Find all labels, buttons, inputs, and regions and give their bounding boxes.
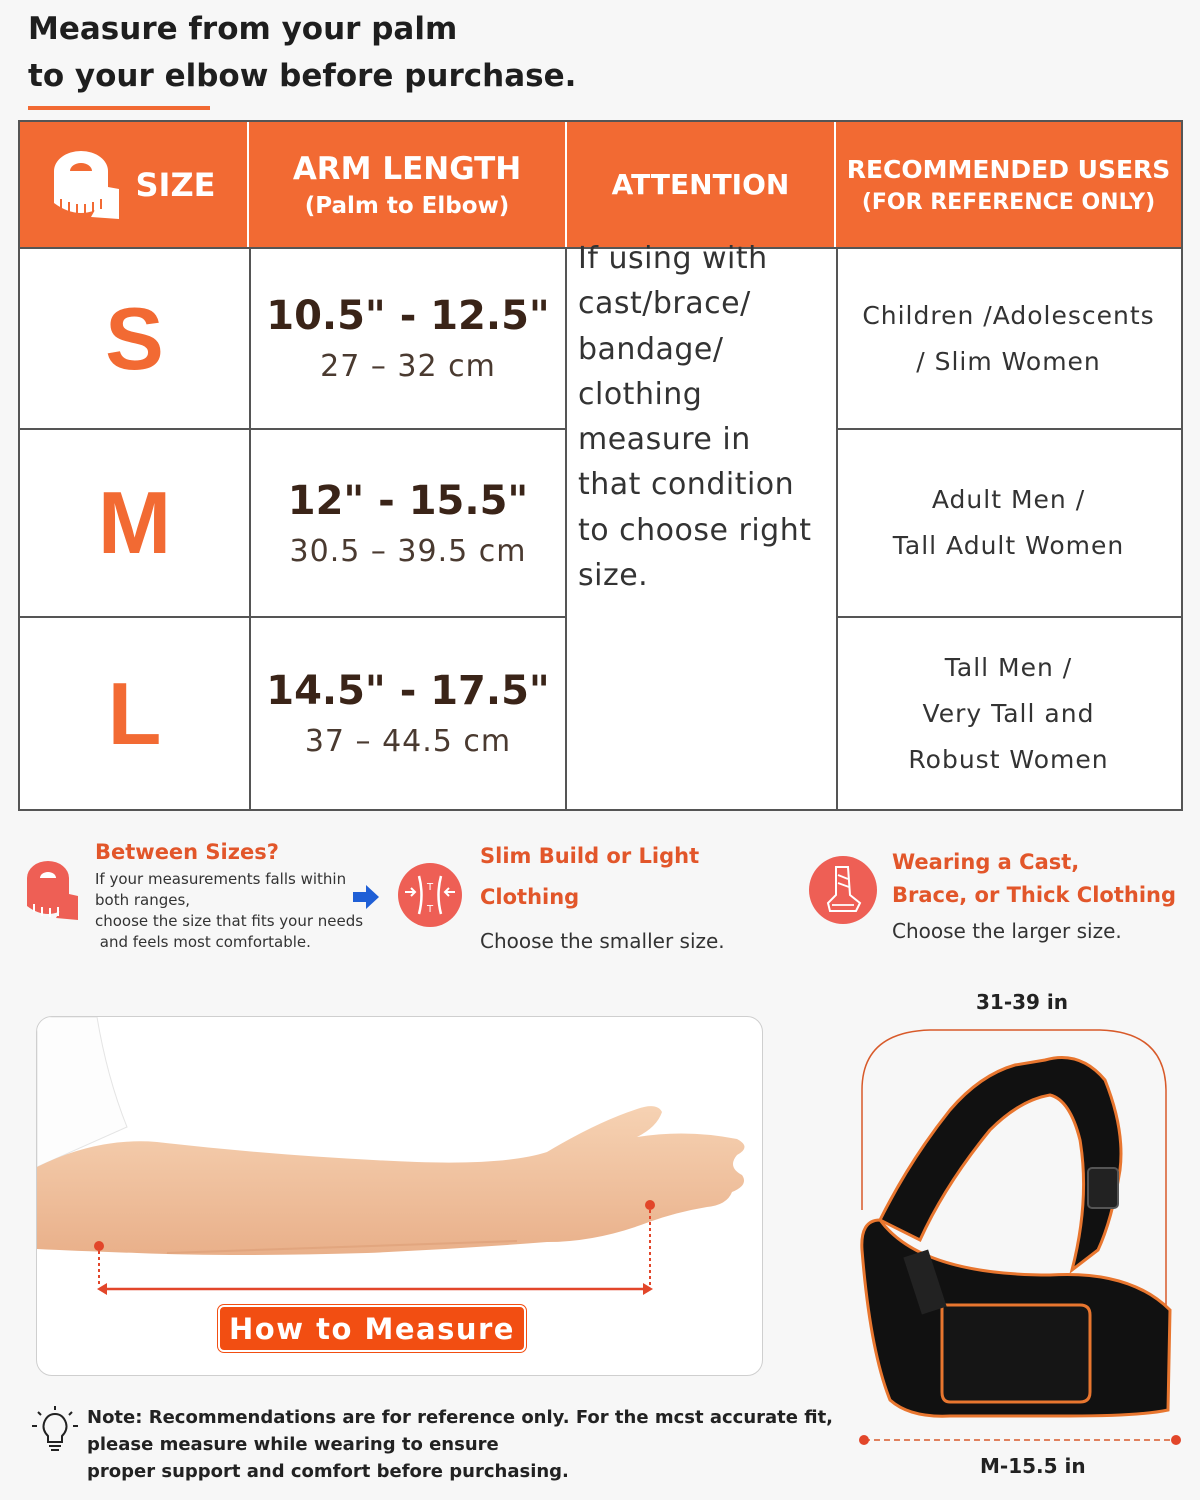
attention-line: bandage/ [578, 331, 724, 367]
slim-body-icon [397, 862, 463, 928]
users-cell-s [836, 247, 1181, 428]
size-letter: M [97, 473, 172, 572]
lightbulb-icon [32, 1406, 78, 1454]
attention-line: to choose right [578, 512, 812, 548]
size-cell-m [20, 428, 249, 616]
wearing-cast-title-2: Brace, or Thick Clothing [892, 883, 1177, 907]
measuring-tape-icon [24, 858, 80, 924]
arrow-right-icon [351, 883, 381, 911]
attention-line: If using with [578, 241, 768, 276]
users-line: / Slim Women [916, 346, 1101, 376]
users-line: Adult Men / [931, 485, 1086, 514]
size-letter: L [107, 663, 162, 763]
arm-length-cm: 37 – 44.5 cm [304, 724, 512, 759]
users-line: Children /Adolescents [862, 300, 1155, 330]
header-arm-length-sub: (Palm to Elbow) [304, 192, 510, 219]
arm-length-cell-s [249, 247, 567, 428]
arm-length-cell-l [249, 616, 567, 809]
header-attention-label: ATTENTION [611, 168, 790, 201]
header-recommended-sub: (FOR REFERENCE ONLY) [861, 189, 1156, 215]
cast-arm-icon [808, 855, 878, 925]
sling-width-label: M-15.5 in [980, 1454, 1086, 1478]
arm-length-cm: 30.5 – 39.5 cm [289, 533, 527, 569]
svg-text:T: T [426, 904, 434, 915]
arm-length-cm: 27 – 32 cm [320, 349, 496, 384]
between-sizes-line: If your measurements falls within [95, 870, 347, 888]
header-arm-length [249, 122, 567, 247]
attention-line: measure in [578, 422, 751, 458]
elbow-marker [94, 1241, 104, 1251]
measuring-tape-icon [51, 149, 121, 221]
attention-line: clothing [578, 376, 703, 412]
svg-text:T: T [426, 882, 434, 893]
arm-length-cell-m [249, 428, 567, 616]
note-line: proper support and comfort before purchasing. [87, 1461, 569, 1482]
header-size [20, 122, 249, 247]
strap-length-label: 31-39 in [976, 990, 1069, 1014]
column-divider [836, 247, 838, 809]
wearing-cast-title-1: Wearing a Cast, [892, 850, 1080, 874]
wearing-cast-text: Choose the larger size. [892, 919, 1122, 943]
attention-line: size. [578, 558, 649, 594]
header-recommended [836, 122, 1181, 247]
header-attention [567, 122, 836, 247]
between-sizes-line: choose the size that fits your needs [95, 912, 364, 930]
arm-length-inch: 10.5" - 12.5" [266, 293, 550, 339]
slim-build-text: Choose the smaller size. [480, 929, 725, 953]
headline [28, 6, 576, 100]
how-to-measure-button[interactable]: How to Measure [218, 1305, 526, 1352]
attention-line: cast/brace/ [578, 286, 751, 322]
headline-underline [28, 106, 210, 110]
attention-text [578, 236, 818, 598]
size-cell-l [20, 616, 249, 809]
headline-line-1: Measure from your palm [28, 11, 458, 47]
palm-marker [645, 1200, 655, 1210]
between-sizes-line: and feels most comfortable. [95, 933, 311, 951]
arm-length-inch: 14.5" - 17.5" [266, 668, 550, 714]
size-cell-s [20, 247, 249, 428]
slim-build-title-1: Slim Build or Light [480, 844, 700, 868]
header-recommended-label: RECOMMENDED USERS [846, 154, 1171, 184]
note-line: Note: Recommendations are for reference only. For the mcst accurate fit, [87, 1407, 834, 1428]
arm-sling-illustration [850, 1020, 1190, 1460]
users-line: Very Tall and [922, 698, 1095, 728]
attention-line: that condition [578, 467, 795, 503]
header-size-label: SIZE [135, 165, 216, 204]
headline-line-2: to your elbow before purchase. [28, 58, 577, 94]
users-line: Tall Adult Women [892, 531, 1125, 560]
size-letter: S [105, 288, 164, 388]
header-arm-length-label: ARM LENGTH [292, 150, 522, 187]
between-sizes-text [95, 869, 363, 953]
note-text [87, 1404, 857, 1485]
between-sizes-line: both ranges, [95, 891, 191, 909]
buckle-icon [1088, 1168, 1118, 1208]
users-line: Robust Women [908, 744, 1109, 774]
users-line: Tall Men / [944, 652, 1073, 682]
users-cell-m [836, 428, 1181, 616]
column-divider [565, 247, 567, 809]
column-divider [249, 247, 251, 809]
arm-length-inch: 12" - 15.5" [287, 477, 529, 524]
slim-build-title-2: Clothing [480, 885, 580, 909]
between-sizes-title: Between Sizes? [95, 840, 279, 864]
note-line: please measure while wearing to ensure [87, 1434, 499, 1455]
users-cell-l [836, 616, 1181, 809]
